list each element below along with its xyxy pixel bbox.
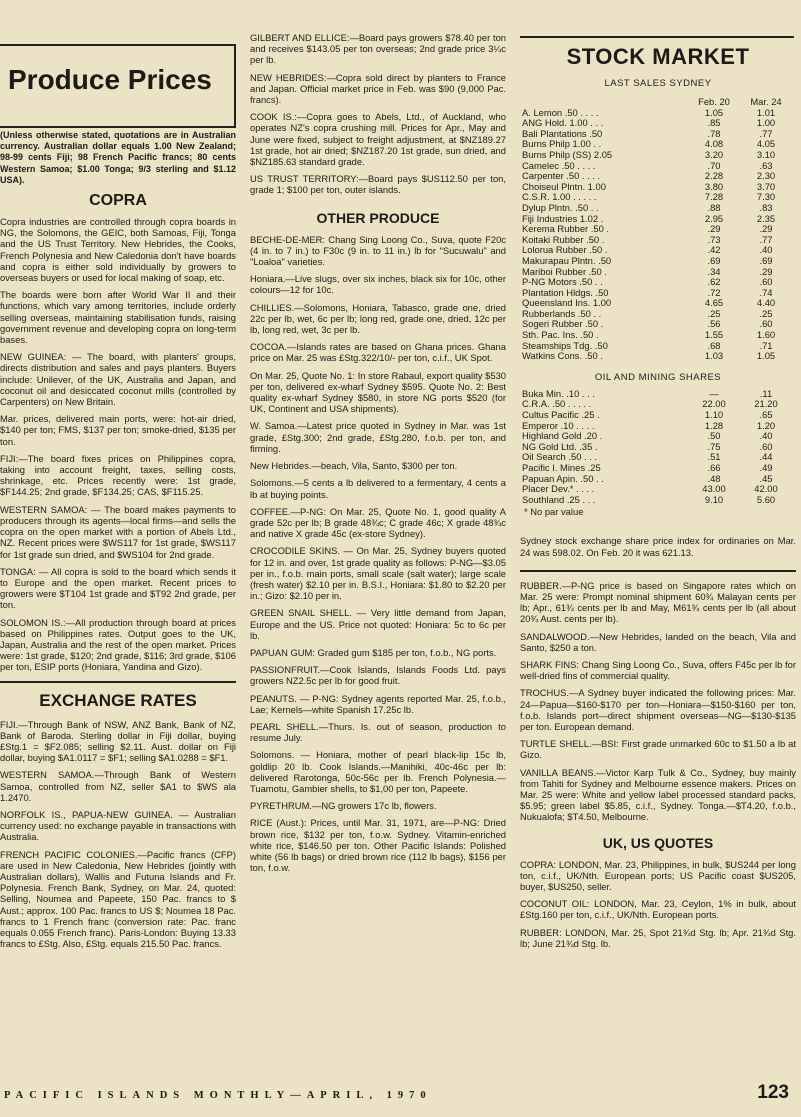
stock-feb: 22.00 xyxy=(702,398,726,410)
stock-name: Camelec .50 . . . . xyxy=(522,159,596,171)
stock-name: Emperor .10 . . . . xyxy=(522,419,595,431)
stock-feb: .68 xyxy=(707,339,721,351)
index-paragraph: Sydney stock exchange share price index for ordinaries on Mar. 24 was 598.02. On Feb. 20 it was 621.13. xyxy=(520,535,796,558)
oil-note: * No par value xyxy=(524,506,584,518)
stock-mar: .29 xyxy=(759,265,773,277)
stock-feb: .85 xyxy=(707,117,721,129)
produce-paragraph: GREEN SNAIL SHELL. — Very little demand from Japan, Europe and the US. Price not quoted: Honiara: 5c to 6c per lb. xyxy=(250,607,506,641)
oil-table xyxy=(522,389,792,506)
stock-mar: 1.60 xyxy=(756,329,776,341)
stock-feb: 3.20 xyxy=(704,148,724,160)
produce-paragraph: On Mar. 25, Quote No. 1: In store Rabaul, export quality $530 per ton, delivered ex-wharf Sydney $595. Quote No. 2: Best quality ex-wharf Sydney $580, in store NG ports $520 (for UK, Continent and USA shipments). xyxy=(250,369,506,415)
stock-mar: 1.01 xyxy=(756,106,776,118)
stock-name: Cultus Pacific .25 . xyxy=(522,409,600,421)
stock-mar: 2.35 xyxy=(756,212,776,224)
stock-feb: — xyxy=(709,387,719,399)
stock-name: Highland Gold .20 . xyxy=(522,430,603,442)
produce-paragraph: Honiara.—Live slugs, over six inches, black six for 10c, other colours—12 for 10c. xyxy=(250,273,506,296)
stock-name: A. Lemon .50 . . . . xyxy=(522,106,599,118)
produce-prices-box xyxy=(0,44,236,128)
stock-feb: 2.28 xyxy=(704,170,724,182)
stock-name: Steamships Tdg. .50 xyxy=(522,339,608,351)
produce-paragraph: PAPUAN GUM: Graded gum $185 per ton, f.o.b., NG ports. xyxy=(250,646,497,658)
copra-heading: COPRA xyxy=(89,192,147,210)
stock-feb: .75 xyxy=(707,440,721,452)
produce-paragraph: PEARL SHELL.—Thurs. Is. out of season, production to resume July. xyxy=(250,720,506,744)
stock-feb: .88 xyxy=(707,201,721,213)
stock-mar: .83 xyxy=(759,201,773,213)
copra-paragraph: COOK IS.:—Copra goes to Abels, Ltd., of Auckland, who operates NZ's copra crushing mill. Prices for Apr., May and June were fixed, subject to freight adjustment, at $NZ189.27 1st grade, hot air dried; $NZ187.20 1st grade, sun dried, and $NZ185.63 standard grade. xyxy=(250,111,506,168)
currency-note: (Unless otherwise stated, quotations are in Australian currency. Australian dollar equals 1.00 New Zealand; 98-99 cents Fiji; 98 French Pacific francs; 80 cents Western Samoa; $1.00 Tonga; 9/3 sterling and $1.12 USA). xyxy=(0,130,236,185)
exchange-heading: EXCHANGE RATES xyxy=(39,690,197,710)
table-header-row xyxy=(522,97,792,108)
stock-feb: 9.10 xyxy=(704,493,724,505)
produce-paragraph: Solomons.—5 cents a lb delivered to a fermentary, 4 cents a lb at buying points. xyxy=(250,477,506,500)
stock-name: NG Gold Ltd. .35 . xyxy=(522,440,598,452)
copra-paragraph: FIJI:—The board fixes prices on Philippines copra, taking into account freight, taxes, selling costs, shrinkage, etc. Prices recently were: 1st grade, $F144.25; 2nd grade, $F134.25; CAS, $F115.25. xyxy=(0,452,236,498)
stock-mar: .25 xyxy=(759,307,773,319)
stock-mar: 2.30 xyxy=(756,170,776,182)
copra-paragraph: Mar. prices, delivered main ports, were: hot-air dried, $140 per ton; FMS, $137 per ton; smoke-dried, $135 per ton. xyxy=(0,413,236,447)
quote-paragraph: COPRA: LONDON, Mar. 23, Philippines, in bulk, $US244 per long ton, c.i.f., UK/Nth. European ports; US Pacific coast $US205, buyer, $US250, seller. xyxy=(520,858,796,893)
produce-paragraph: PASSIONFRUIT.—Cook Islands, Islands Foods Ltd. pays growers NZ2.5c per lb for good fruit. xyxy=(250,664,506,687)
stock-feb: 1.28 xyxy=(704,419,724,431)
stock-feb: 3.80 xyxy=(704,180,724,192)
stock-row xyxy=(522,351,792,362)
stock-feb: 4.08 xyxy=(704,138,724,150)
stock-feb: .78 xyxy=(707,127,721,139)
stock-feb: 1.03 xyxy=(704,350,724,362)
stock-mar: 5.60 xyxy=(756,493,776,505)
stock-name: ANG Hold. 1.00 . . . xyxy=(522,117,604,129)
stock-mar: 42.00 xyxy=(754,483,778,495)
stock-mar: 3.70 xyxy=(756,180,776,192)
stock-mar: .40 xyxy=(759,430,773,442)
stock-feb: .56 xyxy=(707,318,721,330)
stock-name: Buka Min. .10 . . . xyxy=(522,387,595,399)
quote-paragraph: COCONUT OIL: LONDON, Mar. 23, Ceylon, 1% in bulk, about £Stg.160 per ton, c.i.f., UK/Nth. European ports. xyxy=(520,898,796,921)
stock-row xyxy=(522,203,792,214)
stock-name: Choiseul Plntn. 1.00 xyxy=(522,180,606,192)
oil-heading: OIL AND MINING SHARES xyxy=(594,371,722,383)
stock-name: Mariboi Rubber .50 . xyxy=(522,265,607,277)
copra-paragraph: SOLOMON IS.:—All production through board at prices based on Philippines rates. Output goes to the UK, Japan, Australia and the rest of the open market. Prices were: 1st grade, $120; 2nd grade, $116; 3rd grade, $106 per ton, ESIP ports (Honiara, Yandina and Gizo). xyxy=(0,616,236,673)
produce-paragraph: TURTLE SHELL.—BSI: First grade unmarked 60c to $1.50 a lb at Gizo. xyxy=(520,738,796,761)
stock-feb: .70 xyxy=(707,159,721,171)
stock-feb: .51 xyxy=(707,451,721,463)
stock-name: C.S.R. 1.00 . . . . . xyxy=(522,191,597,203)
stock-mar: .60 xyxy=(759,318,773,330)
stock-name: Kerema Rubber .50 . xyxy=(522,223,610,235)
stock-mar: 3.10 xyxy=(756,148,776,160)
stock-mar: .63 xyxy=(759,159,773,171)
stock-name: Lolorua Rubber .50 . xyxy=(522,244,608,256)
produce-paragraph: Solomons. — Honiara, mother of pearl black-lip 15c lb, goldlip 20 lb. Cook Islands.—Manihiki, 40c-46c per lb: delivered Rarotonga, 50c-56c per lb. French Polynesia.—Tuamotu, Gambier shells, to $1,00 per ton, Papeete. xyxy=(250,749,506,794)
stock-feb: 7.28 xyxy=(704,191,724,203)
other-produce-heading: OTHER PRODUCE xyxy=(316,209,440,226)
stock-feb: .50 xyxy=(707,430,721,442)
exchange-paragraph: FIJI.—Through Bank of NSW, ANZ Bank, Bank of NZ, Bank of Baroda. Sterling dollar in Fiji dollar, buying £Stg.1 = $F2.085; selling $2.11. Aust. dollar on Fiji dollar, buying $A1.0117 = $F1; selling $A1.0288 = $F1. xyxy=(0,718,236,764)
stock-mar: 1.00 xyxy=(756,117,776,129)
exchange-paragraph: WESTERN SAMOA.—Through Bank of Western Samoa, controlled from NZ, seller $A1 to $WS ala 1.2470. xyxy=(0,769,236,803)
stock-feb: .69 xyxy=(707,254,721,266)
stock-feb: 2.95 xyxy=(704,212,724,224)
stock-mar: .74 xyxy=(759,286,773,298)
exchange-paragraph: NORFOLK IS., PAPUA-NEW GUINEA. — Australian currency used: no exchange payable in transactions with Australia. xyxy=(0,808,236,843)
copra-paragraph: GILBERT AND ELLICE:—Board pays growers $78.40 per ton and receives $143.05 per ton overseas; 2nd grade price 3¼c per lb. xyxy=(250,32,506,66)
stock-name: Burns Philp (SS) 2.05 xyxy=(522,148,613,160)
produce-paragraph: COFFEE.—P-NG: On Mar. 25, Quote No. 1, good quality A grade 52c per lb; B grade 48¾c; C grade 46c; X grade 48¾c and native X grade 45c (ex-store Sydney). xyxy=(250,505,506,540)
stock-name: Sogeri Rubber .50 . xyxy=(522,318,604,330)
stock-mar: .69 xyxy=(759,254,773,266)
stock-market-title: STOCK MARKET xyxy=(566,44,750,69)
section-divider xyxy=(0,681,236,683)
stock-feb: 1.05 xyxy=(704,106,724,118)
stock-name: C.R.A. .50 . . . . . xyxy=(522,398,592,410)
stock-row xyxy=(522,463,792,474)
copra-paragraph: Copra industries are controlled through copra boards in NG, the Solomons, the GEIC, both Samoas, Fiji, Tonga and the US Trust Territory. New Hebrides, the Cooks, French Polynesia and New Caledonia don't have boards and copra is either sold individually by growers to overseas buyers or used for local making of soap, etc. xyxy=(0,216,236,284)
stock-mar: 4.05 xyxy=(756,138,776,150)
copra-paragraph: NEW HEBRIDES:—Copra sold direct by planters to France and Japan. Official market price in Feb. was $90 (9,000 Pac. francs). xyxy=(250,71,506,106)
produce-paragraph: PYRETHRUM.—NG growers 17c lb, flowers. xyxy=(250,800,437,812)
quote-paragraph: RUBBER: LONDON, Mar. 25, Spot 21¾d Stg. lb; Apr. 21¾d Stg. lb; June 21¾d Stg. lb. xyxy=(520,926,796,949)
copra-paragraph: TONGA: — All copra is sold to the board which sends it to Europe and the open market. Recent prices to growers were $T104 1st grade and $T92 2nd grade, per ton. xyxy=(0,565,236,611)
produce-paragraph: BECHE-DE-MER: Chang Sing Loong Co., Suva, quote F20c (4 in. to 7 in.) to F30c (9 in. to 11 in.) lb for "Sucuwalu" and "Loaloa" varieties. xyxy=(250,233,506,268)
stock-name: Watkins Cons. .50 . xyxy=(522,350,603,362)
stock-feb: .48 xyxy=(707,472,721,484)
exchange-section xyxy=(0,719,236,950)
stock-mar: 1.20 xyxy=(756,419,776,431)
stock-feb: .29 xyxy=(707,223,721,235)
stock-mar: .77 xyxy=(759,233,773,245)
copra-paragraph: US TRUST TERRITORY:—Board pays $US112.50 per ton, grade 1; $100 per ton, outer islands. xyxy=(250,173,506,196)
stock-name: Fiji Industries 1.02 . xyxy=(522,212,604,224)
stock-mar: .65 xyxy=(759,409,773,421)
stock-feb: .73 xyxy=(707,233,721,245)
stock-row xyxy=(522,256,792,267)
stock-name: Carpenter .50 . . . . xyxy=(522,170,601,182)
stock-feb: .34 xyxy=(707,265,721,277)
stock-name: Dylup Plntn. .50 . . xyxy=(522,201,599,213)
stock-mar: 7.30 xyxy=(756,191,776,203)
stock-mar: .71 xyxy=(759,339,773,351)
copra-paragraph: NEW GUINEA: — The board, with planters' groups, directs distribution and sales and pays planters. Buyers include: Unilever, of the UK, Australia and Japan, and coconut oil and desiccated coconut mills (controlled by Carpenters) on New Britain. xyxy=(0,351,236,408)
stock-row xyxy=(522,495,792,506)
stock-mar: .60 xyxy=(759,440,773,452)
stock-name: Queensland Ins. 1.00 xyxy=(522,297,612,309)
uk-us-heading: UK, US QUOTES xyxy=(602,834,714,851)
produce-paragraph: COCOA.—Islands rates are based on Ghana prices. Ghana price on Mar. 25 was £Stg.322/10/- per ton, c.i.f., UK Spot. xyxy=(250,341,506,364)
stock-mar: .45 xyxy=(759,472,773,484)
stock-name: Burns Philp 1.00 . . xyxy=(522,138,602,150)
stock-subtitle: LAST SALES SYDNEY xyxy=(604,78,712,89)
stock-name: Papuan Apin. .50 . . xyxy=(522,472,604,484)
stock-mar: .60 xyxy=(759,276,773,288)
stock-name: Koitaki Rubber .50 . xyxy=(522,233,605,245)
produce-paragraph: CHILLIES.—Solomons, Honiara, Tabasco, grade one, dried 22c per lb, wet, 6c per lb; long red, grade one, dried, 12c per lb, long red, wet, 3c per lb. xyxy=(250,301,506,336)
middle-column-body xyxy=(250,32,506,879)
footer-masthead: PACIFIC ISLANDS MONTHLY—APRIL, 1970 xyxy=(4,1090,432,1101)
exchange-paragraph: FRENCH PACIFIC COLONIES.—Pacific francs (CFP) are used in New Caledonia, New Hebrides (jointly with Australian dollars), Wallis and Futuna Islands and Fr. Polynesia. French Bank, Sydney, on Mar. 24, quoted: Selling, Noumea and Papeete, 150 Pac. francs to $ Aust.; approx. 100 Pac. francs to US $; Noumea 18 Pac. francs to 1 French franc (conversion rate: Pac. franc equals 0.055 French franc). Paris-London: Buying 13.33 francs to £Stg. Also, £Stg. equals 215.50 Pac. francs. xyxy=(0,848,236,950)
produce-paragraph: RICE (Aust.): Prices, until Mar. 31, 1971, are—P-NG: Dried brown rice, $132 per ton, f.o.w. Sydney. Vitamin-enriched white rice, $146.50 per ton. Other Pacific Islands: Polished white (56 lb bags) or dried brown rice (112 lb bags), $156 per ton, f.o.w. xyxy=(250,817,506,874)
stock-feb: .25 xyxy=(707,307,721,319)
date-header-feb: Feb. 20 xyxy=(698,96,730,107)
produce-paragraph: VANILLA BEANS.—Victor Karp Tulk & Co., Sydney, buy mainly from Tahiti for Sydney and Melbourne essence makers. Prices on Mar. 25 were: White and yellow label processed standard packs, $5.95; green label $5.85, c.i.f., Sydney. Tonga.—$T4.20, f.o.b., Nukualofa; $T4.50, Melbourne. xyxy=(520,766,796,823)
stock-mar: .49 xyxy=(759,462,773,473)
stock-mar: 4.40 xyxy=(756,297,776,309)
stock-name: Oil Search .50 . . . xyxy=(522,451,598,463)
stock-name: Placer Dev.* . . . . xyxy=(522,483,595,495)
page-number: 123 xyxy=(757,1082,789,1103)
produce-paragraph: CROCODILE SKINS. — On Mar. 25, Sydney buyers quoted for 12 in. and over, 1st grade quality as follows: P-NG—$3.05 per in., f.o.b. main ports, small scale (salt water); large scale (fresh water) $2.10 per in. B.S.I., Honiara: $1.80 to $2.20 per in.; Gizo: $2.10 per in. xyxy=(250,545,506,602)
stock-name: Bali Plantations .50 xyxy=(522,127,603,139)
stock-feb: .72 xyxy=(707,286,721,298)
produce-paragraph: SANDALWOOD.—New Hebrides, landed on the beach, Vila and Santo, $250 a ton. xyxy=(520,630,796,653)
stock-name: Rubberlands .50 . . xyxy=(522,307,602,319)
stock-mar: .77 xyxy=(759,127,773,139)
stock-feb: .62 xyxy=(707,276,721,288)
page-footer xyxy=(0,1082,801,1112)
stock-name: Makurapau Plntn. .50 xyxy=(522,254,612,266)
stock-mar: .11 xyxy=(759,387,773,399)
right-column-body xyxy=(520,0,796,955)
produce-paragraph: New Hebrides.—beach, Vila, Santo, $300 per ton. xyxy=(250,460,458,472)
stock-name: P-NG Motors .50 . . xyxy=(522,276,603,288)
produce-paragraph: W. Samoa.—Latest price quoted in Sydney in Mar. was 1st grade, £Stg.300; 2nd grade, £Stg.280, f.o.b. per ton, and firming. xyxy=(250,420,506,454)
stock-feb: 4.65 xyxy=(704,297,724,309)
stock-table xyxy=(522,97,792,362)
produce-paragraph: TROCHUS.—A Sydney buyer indicated the following prices: Mar. 24—Papua—$160-$170 per ton—Honiara—$150-$160 per ton, f.o.b. Islands port—direct shipment overseas—NG—$130-$135 per ton. European demand. xyxy=(520,687,796,733)
date-header-mar: Mar. 24 xyxy=(750,96,782,107)
stock-name: Sth. Pac. Ins. .50 . xyxy=(522,329,599,341)
stock-mar: 21.20 xyxy=(754,398,778,410)
produce-paragraph: PEANUTS. — P-NG: Sydney agents reported Mar. 25, f.o.b., Lae; Kernels—white Spanish 17.25c lb. xyxy=(250,692,506,715)
copra-paragraph: WESTERN SAMOA: — The board makes payments to producers through its agents—local firms—and sells the copra on the open market with a portion of Abels Ltd., NZ. Recent prices were $WS117 for 1st grade, $WS117 for 1st grade sun dried, and $WS104 for 2nd grade. xyxy=(0,503,236,560)
stock-feb: 1.55 xyxy=(704,329,724,341)
stock-feb: .42 xyxy=(707,244,721,256)
section-divider xyxy=(520,570,796,572)
stock-row xyxy=(522,150,792,161)
stock-feb: .66 xyxy=(707,462,721,473)
produce-paragraph: RUBBER.—P-NG price is based on Singapore rates which on Mar. 25 were: Prompt nominal shipment 60¾ Malayan cents per lb; Apr., 61¾ cents per lb and May, M61¾ cents per lb (all about 20¾ Aust. cents per lb). xyxy=(520,579,796,625)
stock-mar: .44 xyxy=(759,451,773,463)
stock-mar: .29 xyxy=(759,223,773,235)
stock-name: Southland .25 . . . xyxy=(522,493,596,505)
stock-feb: 1.10 xyxy=(704,409,724,421)
stock-name: Plantation Hldgs. .50 xyxy=(522,286,609,298)
stock-name: Pacific I. Mines .25 xyxy=(522,462,601,473)
stock-feb: 43.00 xyxy=(702,483,726,495)
page-title: Produce Prices xyxy=(8,64,212,95)
produce-paragraph: SHARK FINS: Chang Sing Loong Co., Suva, offers F45c per lb for well-dried fins of commercial quality. xyxy=(520,659,796,682)
copra-paragraph: The boards were born after World War II and their functions, which vary among territories, include orderly selling overseas, maintaining stabilisation funds, raising government revenue and developing copra on long-term bases. xyxy=(0,289,236,346)
copra-section xyxy=(0,216,236,673)
stock-mar: 1.05 xyxy=(756,350,776,362)
left-column-body xyxy=(0,130,236,955)
stock-mar: .40 xyxy=(759,244,773,256)
